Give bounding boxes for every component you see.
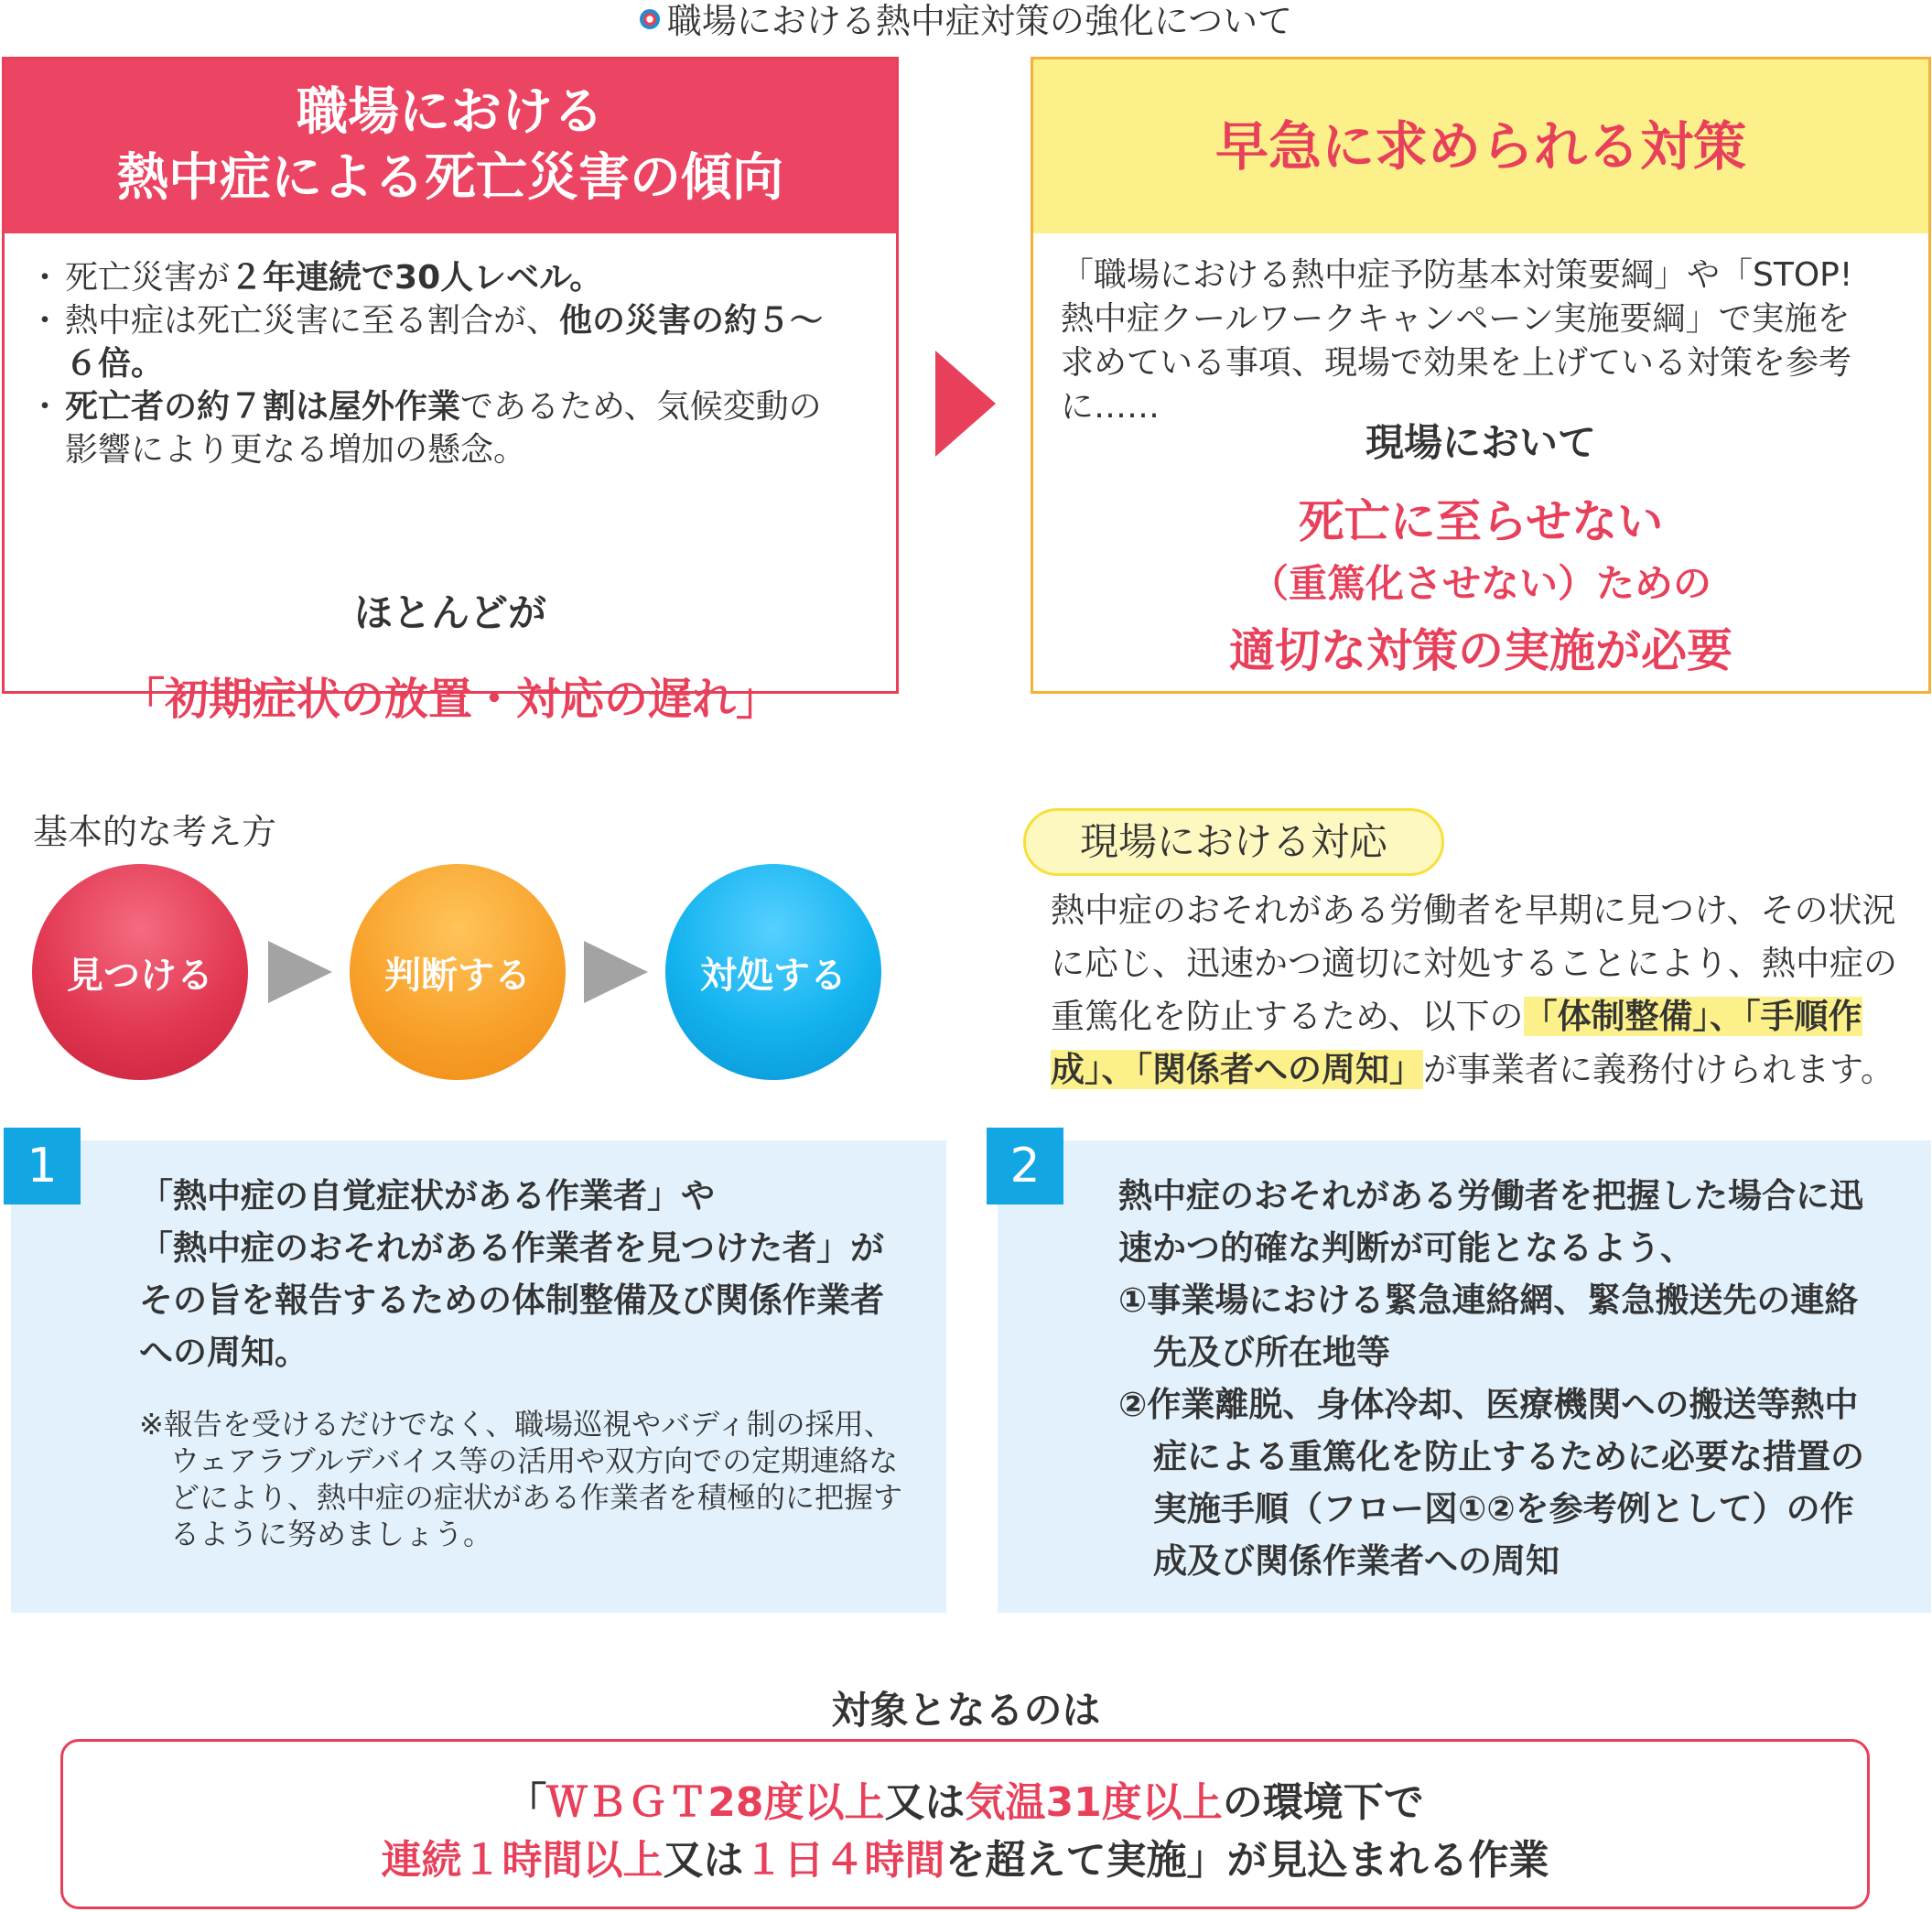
bullet-item: ・ 死亡災害が２年連続で30人レベル。 <box>39 256 881 299</box>
death-trend-heading: 職場における 熱中症による死亡災害の傾向 <box>5 59 896 233</box>
urgent-measures-heading: 早急に求められる対策 <box>1033 59 1928 233</box>
highlight: 「体制整備」、「手順作 <box>1523 997 1862 1036</box>
step-arrow-icon <box>268 941 332 1003</box>
bullet-item: ・ 熱中症は死亡災害に至る割合が、他の災害の約５～ ６倍。 <box>39 299 881 385</box>
step-judge-circle: 判断する <box>350 864 566 1080</box>
highlight: 成」、「関係者への周知」 <box>1051 1050 1423 1089</box>
death-trend-box <box>2 57 899 725</box>
step-respond-circle: 対処する <box>665 864 881 1080</box>
urgent-measures-box <box>1031 57 1931 694</box>
emphasis-line-1: 死亡に至らせない <box>1298 495 1664 548</box>
basic-approach-label: 基本的な考え方 <box>33 812 277 852</box>
step-find-circle: 見つける <box>32 864 248 1080</box>
mostly-label: ほとんどが <box>353 590 546 635</box>
on-site-response-pill: 現場における対応 <box>1023 808 1444 876</box>
number-badge-1: 1 <box>4 1128 81 1204</box>
step-arrow-icon <box>584 941 648 1003</box>
target-line-2: 連続１時間以上又は１日４時間を超えて実施」が見込まれる作業 <box>381 1837 1549 1884</box>
requirement-2-text: 熱中症のおそれがある労働者を把握した場合に迅 速かつ的確な判断が可能となるよう、 ①事業場における緊急連絡網、緊急搬送先の連絡 先及び所在地等 ②作業離脱、身体冷却、医療機関への搬送等熱中 症による重篤化を防止するために必要な措置の 実施手順（フロー図①②を参考例として）の作 成及び関係作業者への周知 <box>1118 1176 1864 1581</box>
target-line-1: 「ＷＢＧＴ28度以上又は気温31度以上の環境下で <box>506 1779 1424 1826</box>
emphasis-line-2: （重篤化させない）ための <box>1249 561 1711 606</box>
requirement-1-note: ※報告を受けるだけでなく、職場巡視やバディ制の採用、 ウェアラブルデバイス等の活用や双方向での定期連絡な どにより、熱中症の症状がある作業者を積極的に把握す るように努めましょう。 <box>139 1407 903 1551</box>
number-badge-2: 2 <box>987 1128 1063 1204</box>
bullet-item: ・ 死亡者の約７割は屋外作業であるため、気候変動の 影響により更なる増加の懸念。 <box>39 385 881 471</box>
bullet-circle-icon <box>640 9 660 29</box>
urgent-measures-intro: 「職場における熱中症予防基本対策要綱」や「STOP! 熱中症クールワークキャンペーン実施要綱」で実施を 求めている事項、現場で効果を上げている対策を参考 に…… <box>1061 256 1853 426</box>
death-trend-bullets <box>39 256 881 471</box>
right-arrow-icon <box>935 351 996 457</box>
on-site-label: 現場において <box>1365 420 1596 465</box>
page-title: 職場における熱中症対策の強化について <box>0 0 1932 44</box>
requirement-1-text: 「熱中症の自覚症状がある作業者」や 「熱中症のおそれがある作業者を見つけた者」が その旨を報告するための体制整備及び関係作業者 への周知。 <box>139 1176 884 1372</box>
key-cause: 「初期症状の放置・対応の遅れ」 <box>120 674 780 725</box>
on-site-response-text: 熱中症のおそれがある労働者を早期に見つけ、その状況 に応じ、迅速かつ適切に対処することにより、熱中症の 重篤化を防止するため、以下の「体制整備」、「手順作 成」、「関係者への周知」が事業者に義務付けられます。 <box>1051 891 1897 1089</box>
emphasis-line-3: 適切な対策の実施が必要 <box>1229 624 1732 677</box>
target-label: 対象となるのは <box>831 1688 1101 1733</box>
